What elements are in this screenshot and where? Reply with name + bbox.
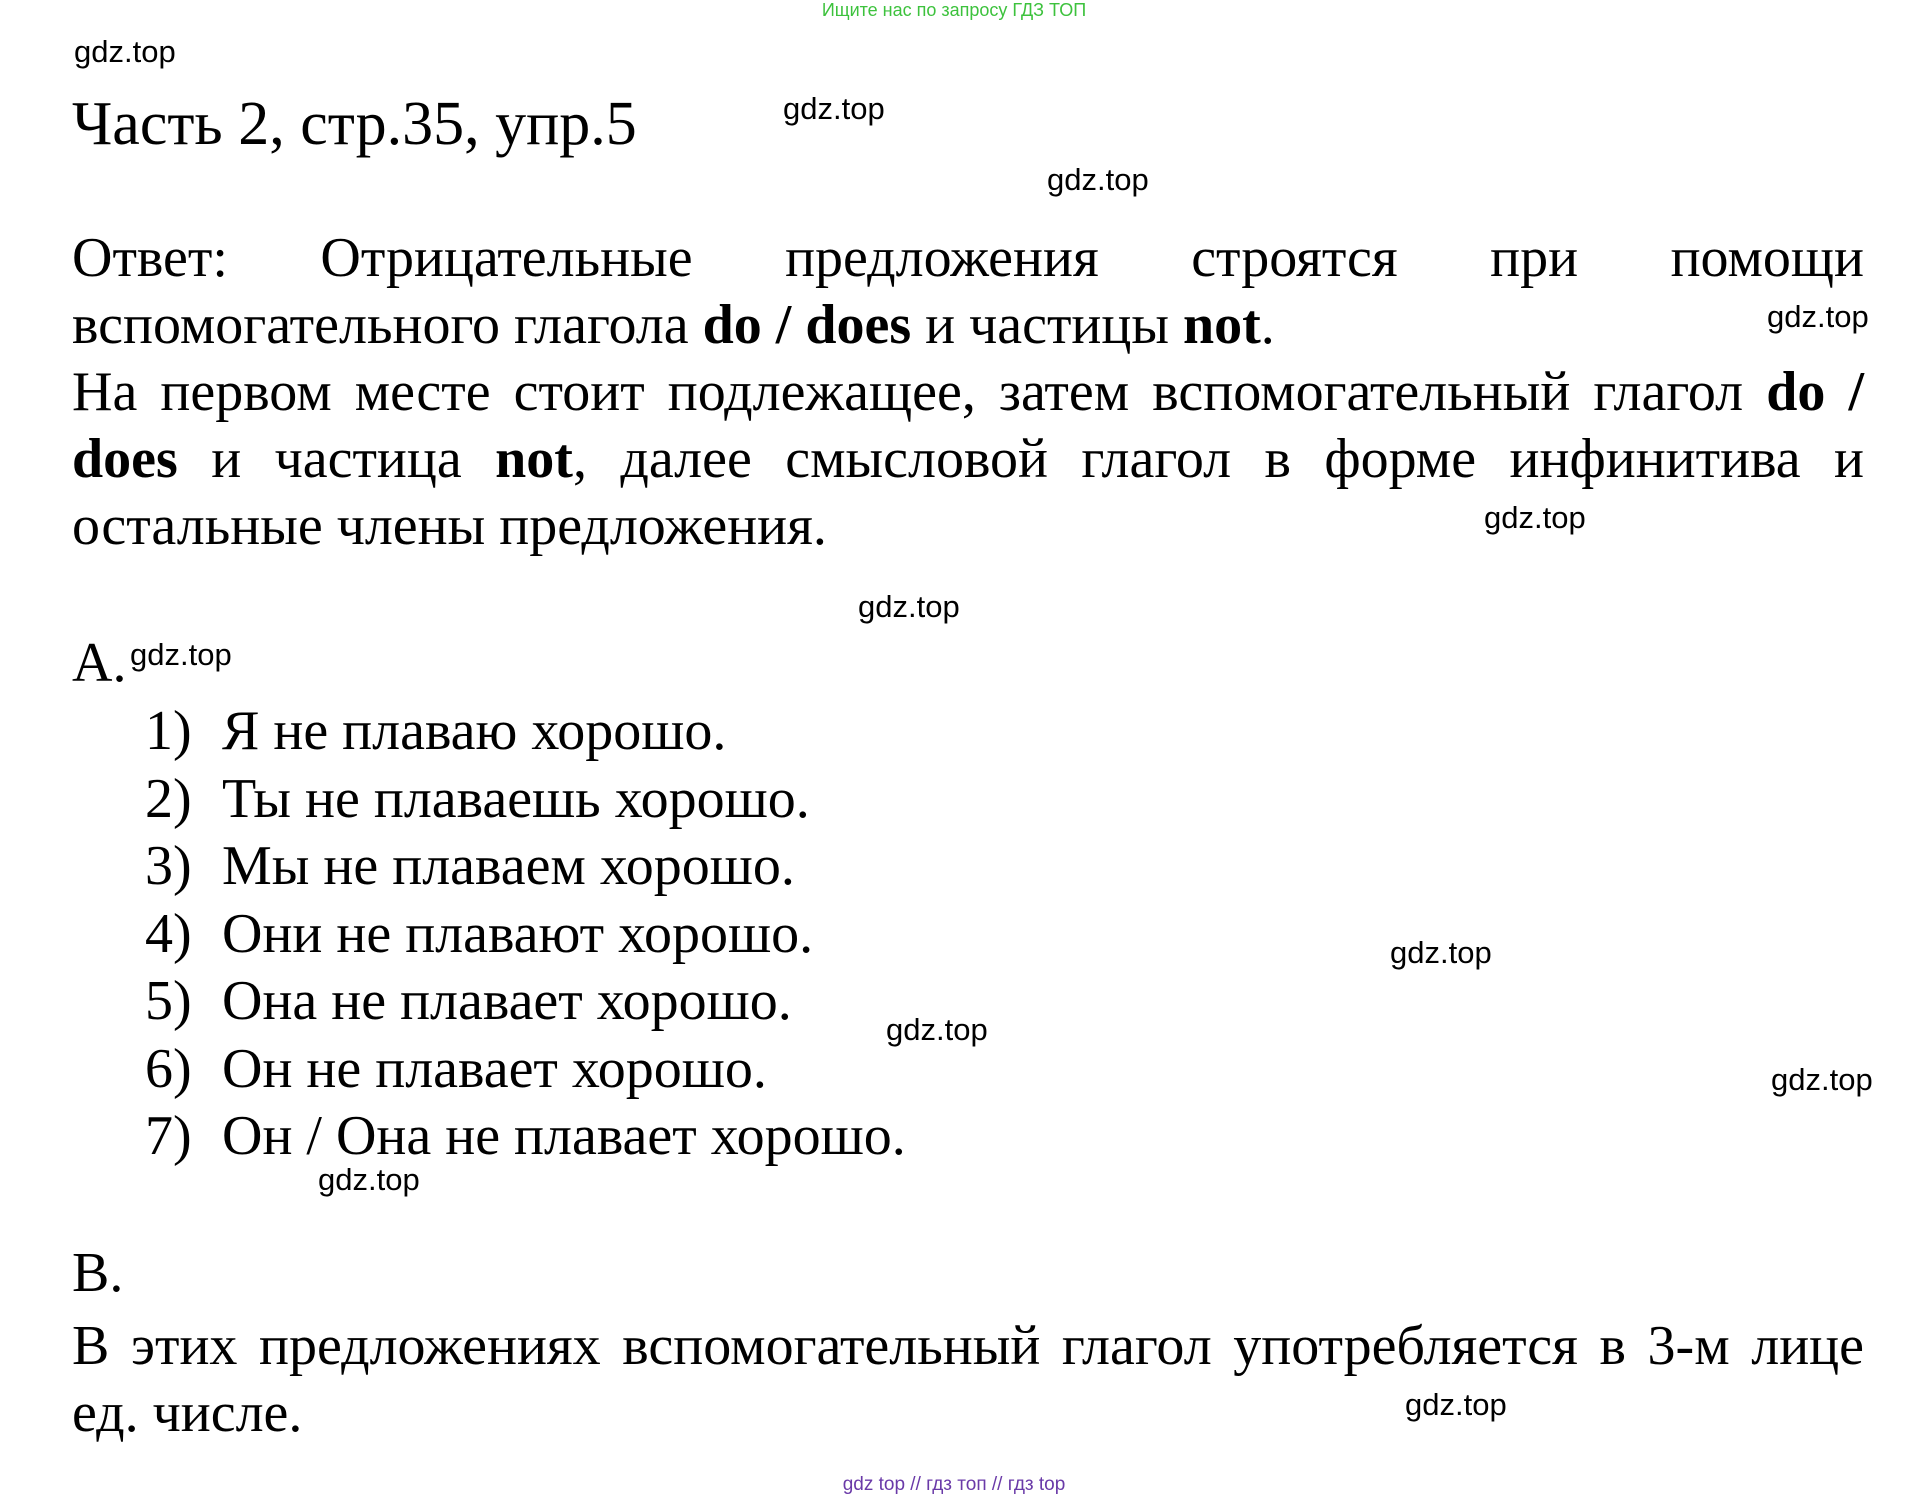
particle-bold: not <box>1183 294 1261 356</box>
item-text: Мы не плаваем хорошо. <box>222 835 795 897</box>
watermark: gdz.top <box>783 91 885 126</box>
item-text: Она не плавает хорошо. <box>222 970 792 1032</box>
watermark: gdz.top <box>1771 1062 1873 1097</box>
sentence-list <box>145 698 906 1171</box>
page-title: Часть 2, стр.35, упр.5 <box>72 90 637 158</box>
watermark: gdz.top <box>886 1012 988 1047</box>
aux-verb-bold: do / does <box>702 294 912 356</box>
particle-bold: not <box>495 428 573 490</box>
item-number: 7) <box>145 1105 192 1167</box>
watermark: gdz.top <box>318 1162 420 1197</box>
watermark: gdz.top <box>858 589 960 624</box>
top-banner: Ищите нас по запросу ГДЗ ТОП <box>821 0 1087 20</box>
answer-line-2: вспомогательного глагола do / does и частицы not. <box>72 294 1275 356</box>
item-text: Я не плаваю хорошо. <box>222 700 727 762</box>
watermark: gdz.top <box>1405 1387 1507 1422</box>
list-item <box>145 901 906 969</box>
list-item <box>145 1103 906 1171</box>
list-item <box>145 968 906 1036</box>
list-item <box>145 1036 906 1104</box>
footer-text: gdz top // гдз топ // гдз top <box>842 1474 1066 1495</box>
aux-verb-bold: do / does <box>72 361 1865 490</box>
section-b-paragraph: В этих предложениях вспомогательный глагол употребляется в 3-м лице ед. числе. <box>72 1315 1864 1444</box>
list-item <box>145 766 906 834</box>
item-number: 6) <box>145 1037 192 1100</box>
item-text: Ты не плаваешь хорошо. <box>222 767 810 830</box>
answer-line-1: Ответ: Отрицательные предложения строятся при помощи <box>72 227 1864 289</box>
list-item <box>145 698 906 766</box>
watermark: gdz.top <box>130 637 232 672</box>
item-number: 4) <box>145 902 192 965</box>
list-item <box>145 833 906 901</box>
section-b-label: В. <box>72 1242 124 1304</box>
item-number: 2) <box>145 767 192 830</box>
rule-paragraph: На первом месте стоит подлежащее, затем вспомогательный глагол do / does и частица not, далее смысловой глагол в форме инфинитива и остальные члены предложения. <box>72 361 1865 557</box>
watermark: gdz.top <box>74 34 176 69</box>
item-number: 1) <box>145 700 192 762</box>
watermark: gdz.top <box>1047 162 1149 197</box>
item-text: Они не плавают хорошо. <box>222 902 814 965</box>
item-text: Он не плавает хорошо. <box>222 1037 767 1100</box>
item-number: 5) <box>145 970 192 1032</box>
answer-paragraph <box>72 225 1864 359</box>
section-a-label: А. <box>72 632 127 694</box>
item-number: 3) <box>145 835 192 897</box>
item-text: Он / Она не плавает хорошо. <box>222 1105 906 1167</box>
watermark: gdz.top <box>1767 299 1869 334</box>
watermark: gdz.top <box>1484 500 1586 535</box>
watermark: gdz.top <box>1390 935 1492 970</box>
